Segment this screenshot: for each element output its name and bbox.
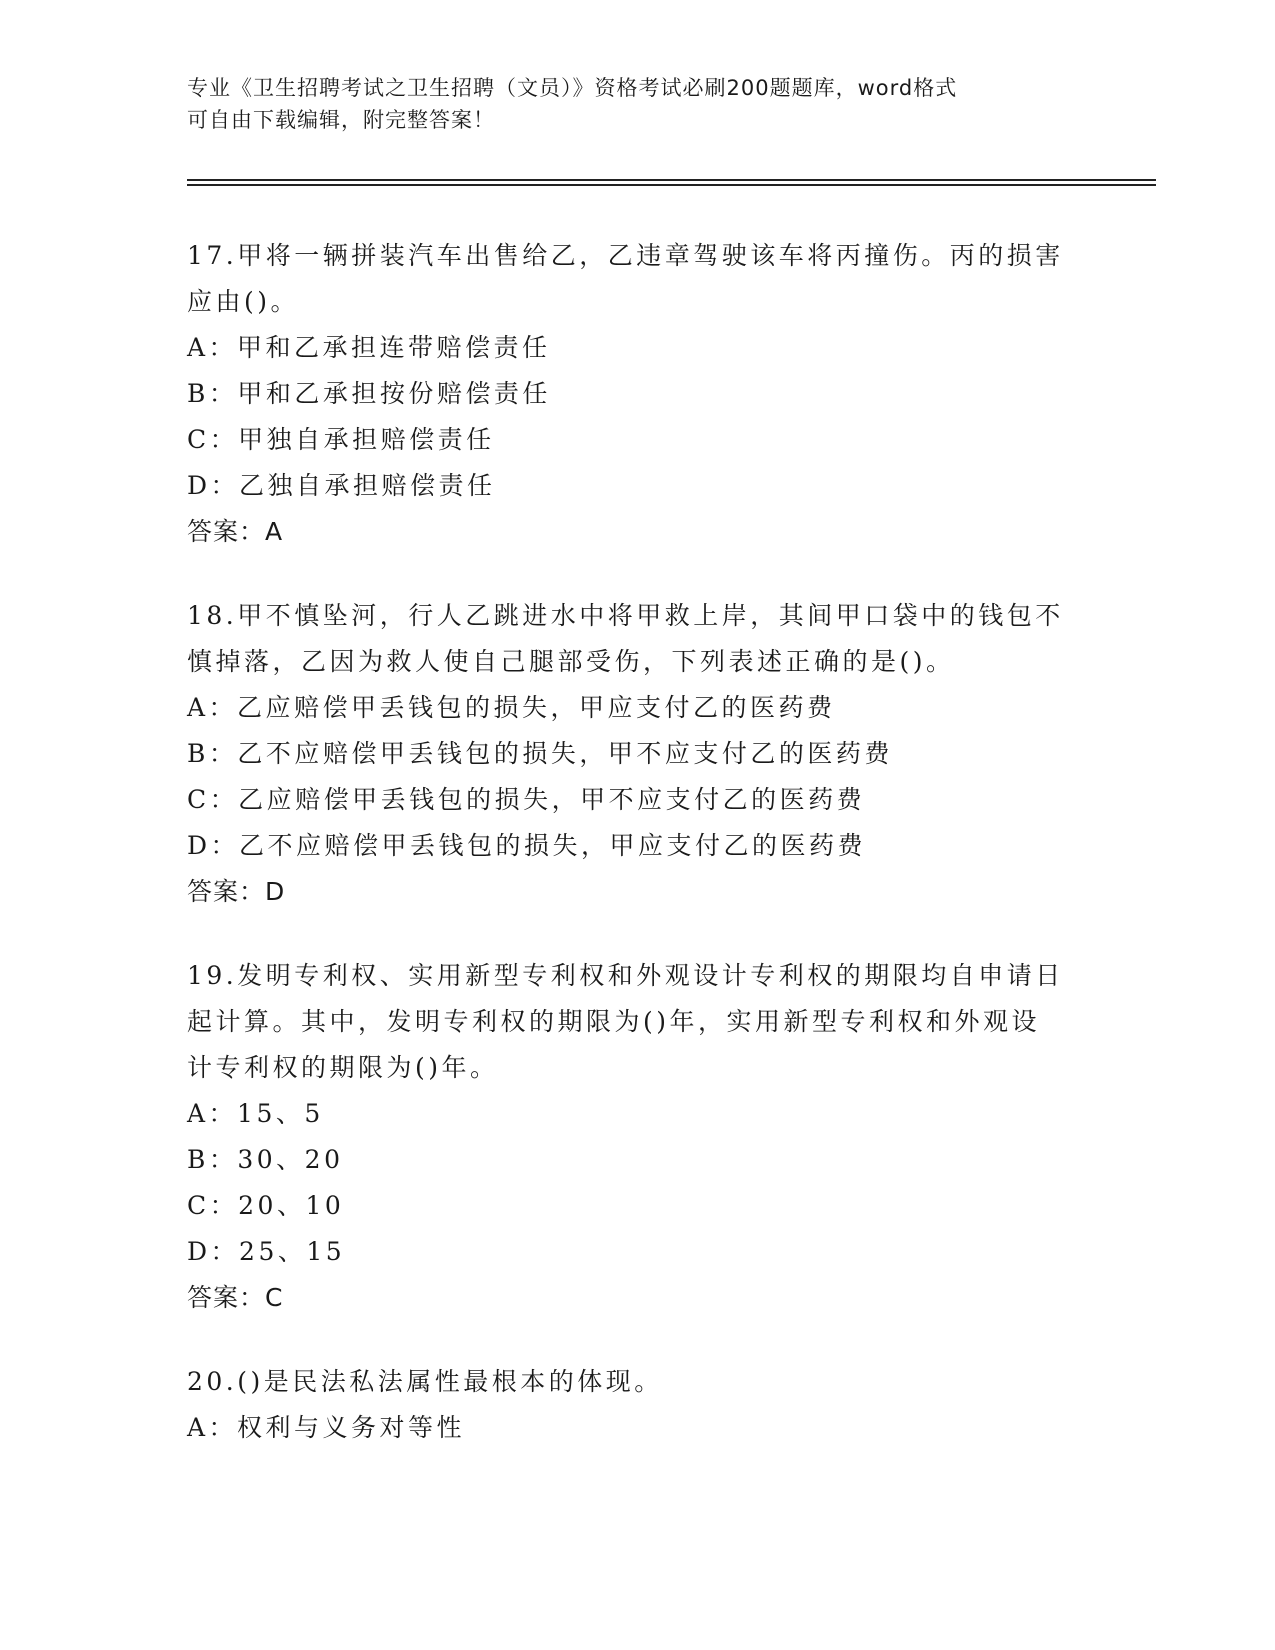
question-text-line: 起计算。其中，发明专利权的期限为()年，实用新型专利权和外观设 [187,1007,1041,1036]
option-b: B：甲和乙承担按份赔偿责任 [187,379,551,408]
question-text-line: 应由()。 [187,287,300,316]
option-a: A：乙应赔偿甲丢钱包的损失，甲应支付乙的医药费 [187,693,836,722]
question-17 [187,233,1087,555]
question-19 [187,953,1087,1321]
option-d: D：乙不应赔偿甲丢钱包的损失，甲应支付乙的医药费 [187,831,867,860]
answer-label: 答案：C [187,1283,284,1312]
question-text-line: 20.()是民法私法属性最根本的体现。 [187,1367,663,1396]
question-text-line: 19.发明专利权、实用新型专利权和外观设计专利权的期限均自申请日 [187,961,1064,990]
header-divider-top [187,179,1156,181]
header-divider-bottom [187,184,1156,186]
question-list [187,233,1087,1489]
header-line-2: 可自由下载编辑，附完整答案！ [187,108,495,132]
option-d: D：25、15 [187,1237,346,1266]
option-a: A：15、5 [187,1099,324,1128]
question-text-line: 计专利权的期限为()年。 [187,1053,499,1082]
option-d: D：乙独自承担赔偿责任 [187,471,496,500]
question-text-line: 18.甲不慎坠河，行人乙跳进水中将甲救上岸，其间甲口袋中的钱包不 [187,601,1064,630]
option-a: A：权利与义务对等性 [187,1413,466,1442]
answer-label: 答案：A [187,517,284,546]
option-b: B：乙不应赔偿甲丢钱包的损失，甲不应支付乙的医药费 [187,739,893,768]
option-c: C：乙应赔偿甲丢钱包的损失，甲不应支付乙的医药费 [187,785,866,814]
question-18 [187,593,1087,915]
question-text-line: 慎掉落，乙因为救人使自己腿部受伤，下列表述正确的是()。 [187,647,955,676]
option-a: A：甲和乙承担连带赔偿责任 [187,333,551,362]
option-c: C：甲独自承担赔偿责任 [187,425,495,454]
option-b: B：30、20 [187,1145,344,1174]
document-header [187,72,1067,136]
option-c: C：20、10 [187,1191,345,1220]
question-text-line: 17.甲将一辆拼装汽车出售给乙，乙违章驾驶该车将丙撞伤。丙的损害 [187,241,1064,270]
question-20 [187,1359,1087,1451]
header-line-1: 专业《卫生招聘考试之卫生招聘（文员）》资格考试必刷200题题库，word格式 [187,76,958,100]
answer-label: 答案：D [187,877,286,906]
